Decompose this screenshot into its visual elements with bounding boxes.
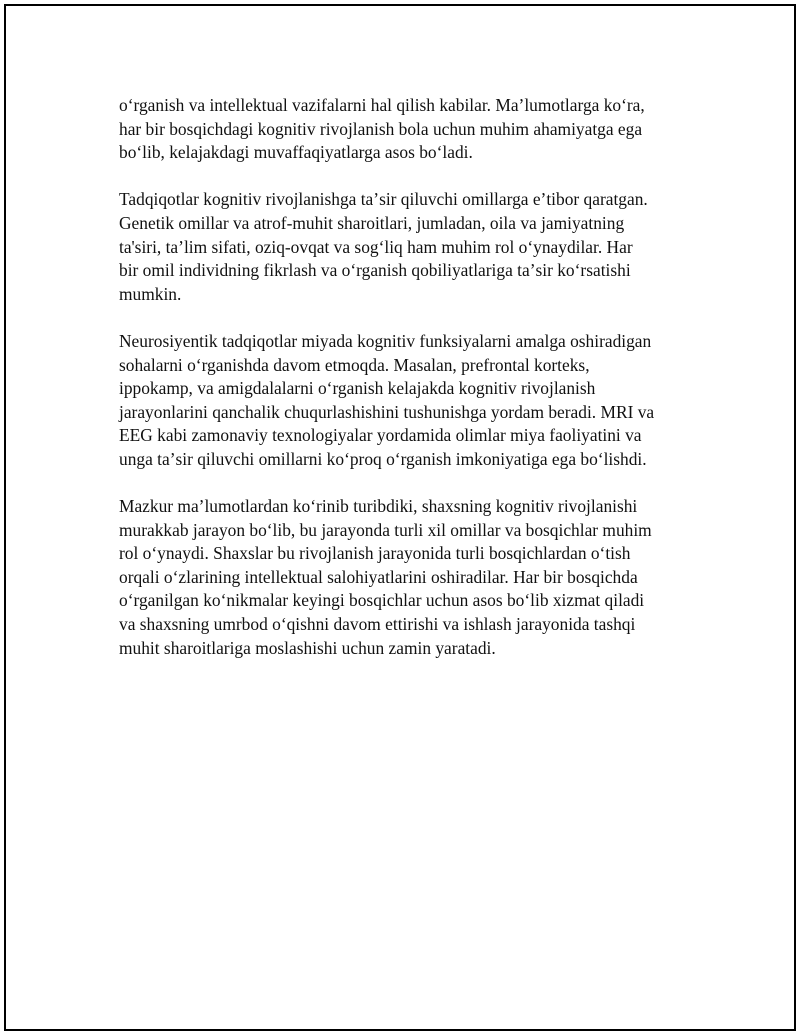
text-line: oʻrganilgan koʻnikmalar keyingi bosqichlar uchun asos boʻlib xizmat qiladi [119,590,645,611]
text-line: mumkin. [119,283,182,304]
text-line: har bir bosqichdagi kognitiv rivojlanish bola uchun muhim ahamiyatga ega [119,118,643,139]
text-line: rol oʻynaydi. Shaxslar bu rivojlanish jarayonida turli bosqichlardan oʻtish [119,543,631,564]
text-line: ippokamp, va amigdalalarni oʻrganish kelajakda kognitiv rivojlanish [119,378,596,399]
paragraph-2 [119,188,699,306]
document-page [4,4,796,1031]
text-line: oʻrganish va intellektual vazifalarni hal qilish kabilar. Maʼlumotlarga koʻra, [119,95,645,115]
text-line: ta'siri, taʼlim sifati, oziq-ovqat va sogʻliq ham muhim rol oʻynaydilar. Har [119,236,633,257]
document-body [119,94,699,684]
text-line: va shaxsning umrbod oʻqishni davom ettirishi va ishlash jarayonida tashqi [119,614,636,635]
paragraph-4 [119,495,699,660]
text-line: Neurosiyentik tadqiqotlar miyada kognitiv funksiyalarni amalga oshiradigan [119,330,652,351]
paragraph-1 [119,94,699,165]
text-line: Tadqiqotlar kognitiv rivojlanishga taʼsir qiluvchi omillarga eʼtibor qaratgan. [119,189,648,210]
text-line: boʻlib, kelajakdagi muvaffaqiyatlarga asos boʻladi. [119,142,473,163]
text-line: Mazkur maʼlumotlardan koʻrinib turibdiki, shaxsning kognitiv rivojlanishi [119,496,638,517]
text-line: EEG kabi zamonaviy texnologiyalar yordamida olimlar miya faoliyatini va [119,425,642,446]
text-line: jarayonlarini qanchalik chuqurlashishini tushunishga yordam beradi. MRI va [119,401,655,422]
text-line: orqali oʻzlarining intellektual salohiyatlarini oshiradilar. Har bir bosqichda [119,566,638,587]
text-line: sohalarni oʻrganishda davom etmoqda. Masalan, prefrontal korteks, [119,354,590,375]
text-line: bir omil individning fikrlash va oʻrganish qobiliyatlariga taʼsir koʻrsatishi [119,260,631,281]
text-line: muhit sharoitlariga moslashishi uchun zamin yaratadi. [119,637,496,658]
text-line: murakkab jarayon boʻlib, bu jarayonda turli xil omillar va bosqichlar muhim [119,519,652,540]
text-line: unga taʼsir qiluvchi omillarni koʻproq oʻrganish imkoniyatiga ega boʻlishdi. [119,448,647,469]
paragraph-3 [119,330,699,472]
text-line: Genetik omillar va atrof-muhit sharoitlari, jumladan, oila va jamiyatning [119,212,625,233]
